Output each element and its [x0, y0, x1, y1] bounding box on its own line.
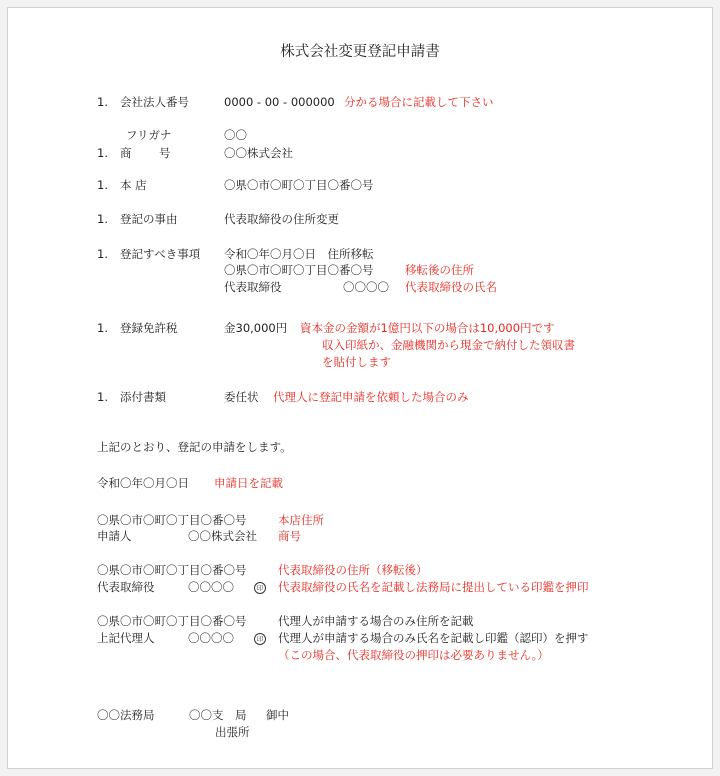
item-note: 資本金の金額が1億円以下の場合は10,000円です — [300, 321, 555, 335]
item-label: 会社法人番号 — [120, 95, 189, 109]
furigana-value: 〇〇 — [224, 128, 247, 142]
item-value: 金30,000円 — [224, 321, 288, 335]
applicant-name-note: 商号 — [278, 529, 301, 543]
item-value: 委任状 — [224, 390, 259, 404]
item-number: 1. — [97, 95, 108, 109]
item-note: 移転後の住所 — [405, 263, 474, 277]
agent-address: 〇県〇市〇町〇丁目〇番〇号 — [97, 614, 247, 628]
branch-name: 〇〇支 局 — [189, 708, 247, 722]
item-value: 〇県〇市〇町〇丁目〇番〇号 — [224, 178, 374, 192]
item-value: 代表取締役の住所変更 — [224, 212, 339, 226]
item-label: 登記すべき事項 — [120, 247, 201, 261]
date-note: 申請日を記載 — [214, 476, 283, 490]
item-value: 〇〇株式会社 — [224, 146, 293, 160]
item-value: 令和〇年〇月〇日 住所移転 — [224, 247, 374, 261]
statement-text: 上記のとおり、登記の申請をします。 — [97, 440, 292, 454]
applicant-address: 〇県〇市〇町〇丁目〇番〇号 — [97, 513, 247, 527]
item-label: 添付書類 — [120, 390, 166, 404]
representative-name: 〇〇〇〇 — [188, 580, 234, 594]
item-number: 1. — [97, 247, 108, 261]
document-page — [7, 7, 713, 769]
item-note: 代表取締役の氏名 — [405, 280, 497, 294]
item-number: 1. — [97, 212, 108, 226]
onchu-text: 御中 — [266, 708, 289, 722]
item-label-part: 号 — [159, 146, 171, 160]
item-note: を貼付します — [322, 355, 391, 369]
agent-name: 〇〇〇〇 — [188, 631, 234, 645]
seal-mark-icon: 印 — [254, 633, 266, 645]
representative-name-note: 代表取締役の氏名を記載し法務局に提出している印鑑を押印 — [278, 580, 589, 594]
item-label: 登録免許税 — [120, 321, 178, 335]
agent-name-note-2: （この場合、代表取締役の押印は必要ありません。） — [278, 648, 549, 662]
item-value: 〇〇〇〇 — [343, 280, 389, 294]
item-note: 収入印紙か、金融機関から現金で納付した領収書 — [322, 338, 575, 352]
item-value: 〇県〇市〇町〇丁目〇番〇号 — [224, 263, 374, 277]
agent-address-note: 代理人が申請する場合のみ住所を記載 — [278, 614, 474, 628]
representative-address-note: 代表取締役の住所（移転後） — [278, 563, 428, 577]
item-value: 代表取締役 — [224, 280, 282, 294]
item-number: 1. — [97, 146, 108, 160]
item-number: 1. — [97, 321, 108, 335]
agent-label: 上記代理人 — [97, 631, 155, 645]
branch-office-text: 出張所 — [215, 725, 250, 739]
furigana-label: フリガナ — [126, 128, 172, 142]
item-number: 1. — [97, 178, 108, 192]
applicant-label: 申請人 — [97, 529, 132, 543]
item-note: 分かる場合に記載して下さい — [344, 95, 494, 109]
representative-label: 代表取締役 — [97, 580, 155, 594]
item-value: 0000 - 00 - 000000 — [224, 95, 335, 109]
document-title: 株式会社変更登記申請書 — [280, 44, 440, 60]
item-label: 登記の事由 — [120, 212, 178, 226]
item-number: 1. — [97, 390, 108, 404]
item-label: 本 店 — [120, 178, 147, 192]
agent-name-note: 代理人が申請する場合のみ氏名を記載し印鑑（認印）を押す — [278, 631, 589, 645]
applicant-address-note: 本店住所 — [278, 513, 324, 527]
date-value: 令和〇年〇月〇日 — [97, 476, 189, 490]
representative-address: 〇県〇市〇町〇丁目〇番〇号 — [97, 563, 247, 577]
bureau-name: 〇〇法務局 — [97, 708, 155, 722]
item-note: 代理人に登記申請を依頼した場合のみ — [273, 390, 469, 404]
applicant-name: 〇〇株式会社 — [188, 529, 257, 543]
item-label-part: 商 — [120, 146, 132, 160]
seal-mark-icon: 印 — [254, 582, 266, 594]
